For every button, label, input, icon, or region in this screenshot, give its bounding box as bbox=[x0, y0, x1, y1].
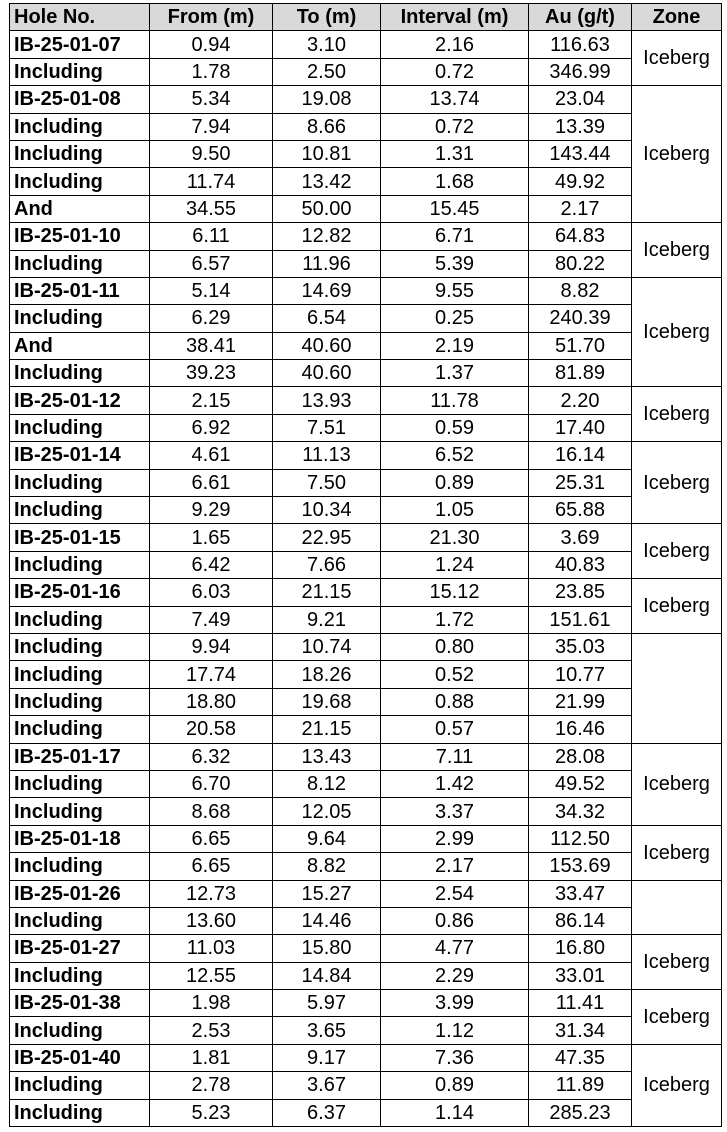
interval-cell: 0.88 bbox=[381, 688, 529, 715]
table-row bbox=[10, 770, 722, 797]
from-cell: 8.68 bbox=[150, 798, 273, 825]
table-row bbox=[10, 414, 722, 441]
interval-cell: 1.72 bbox=[381, 606, 529, 633]
hole-no-cell: IB-25-01-14 bbox=[10, 442, 150, 469]
hole-no-cell: Including bbox=[10, 661, 150, 688]
to-cell: 15.27 bbox=[273, 880, 381, 907]
from-cell: 1.78 bbox=[150, 58, 273, 85]
table-row bbox=[10, 798, 722, 825]
from-cell: 7.49 bbox=[150, 606, 273, 633]
from-cell: 7.94 bbox=[150, 113, 273, 140]
interval-cell: 1.14 bbox=[381, 1099, 529, 1126]
interval-cell: 7.36 bbox=[381, 1044, 529, 1071]
interval-cell: 2.17 bbox=[381, 853, 529, 880]
from-cell: 6.57 bbox=[150, 250, 273, 277]
table-row bbox=[10, 469, 722, 496]
au-cell: 33.47 bbox=[529, 880, 632, 907]
interval-cell: 1.68 bbox=[381, 168, 529, 195]
table-row bbox=[10, 168, 722, 195]
interval-cell: 15.12 bbox=[381, 579, 529, 606]
table-row bbox=[10, 497, 722, 524]
interval-cell: 3.37 bbox=[381, 798, 529, 825]
to-cell: 12.82 bbox=[273, 223, 381, 250]
table-row bbox=[10, 58, 722, 85]
to-cell: 10.74 bbox=[273, 633, 381, 660]
to-cell: 13.93 bbox=[273, 387, 381, 414]
hole-no-cell: Including bbox=[10, 305, 150, 332]
interval-cell: 1.24 bbox=[381, 551, 529, 578]
interval-cell: 0.89 bbox=[381, 1072, 529, 1099]
table-row bbox=[10, 935, 722, 962]
interval-cell: 0.80 bbox=[381, 633, 529, 660]
header-from: From (m) bbox=[150, 4, 273, 31]
header-interval: Interval (m) bbox=[381, 4, 529, 31]
au-cell: 151.61 bbox=[529, 606, 632, 633]
from-cell: 9.29 bbox=[150, 497, 273, 524]
interval-cell: 2.99 bbox=[381, 825, 529, 852]
to-cell: 21.15 bbox=[273, 716, 381, 743]
to-cell: 13.42 bbox=[273, 168, 381, 195]
hole-no-cell: IB-25-01-08 bbox=[10, 86, 150, 113]
from-cell: 18.80 bbox=[150, 688, 273, 715]
table-row bbox=[10, 825, 722, 852]
table-row bbox=[10, 907, 722, 934]
table-header bbox=[10, 4, 722, 31]
interval-cell: 15.45 bbox=[381, 195, 529, 222]
au-cell: 64.83 bbox=[529, 223, 632, 250]
from-cell: 6.61 bbox=[150, 469, 273, 496]
zone-cell: Iceberg bbox=[632, 1044, 722, 1126]
au-cell: 86.14 bbox=[529, 907, 632, 934]
from-cell: 5.34 bbox=[150, 86, 273, 113]
from-cell: 1.81 bbox=[150, 1044, 273, 1071]
hole-no-cell: Including bbox=[10, 716, 150, 743]
hole-no-cell: Including bbox=[10, 360, 150, 387]
au-cell: 23.85 bbox=[529, 579, 632, 606]
au-cell: 112.50 bbox=[529, 825, 632, 852]
to-cell: 6.54 bbox=[273, 305, 381, 332]
au-cell: 116.63 bbox=[529, 31, 632, 58]
table-row bbox=[10, 688, 722, 715]
interval-cell: 13.74 bbox=[381, 86, 529, 113]
hole-no-cell: IB-25-01-10 bbox=[10, 223, 150, 250]
interval-cell: 0.89 bbox=[381, 469, 529, 496]
zone-cell: Iceberg bbox=[632, 277, 722, 387]
hole-no-cell: Including bbox=[10, 250, 150, 277]
to-cell: 7.51 bbox=[273, 414, 381, 441]
header-to: To (m) bbox=[273, 4, 381, 31]
interval-cell: 0.52 bbox=[381, 661, 529, 688]
table-row bbox=[10, 332, 722, 359]
au-cell: 16.80 bbox=[529, 935, 632, 962]
interval-cell: 1.42 bbox=[381, 770, 529, 797]
zone-cell bbox=[632, 880, 722, 935]
au-cell: 33.01 bbox=[529, 962, 632, 989]
table-row bbox=[10, 1044, 722, 1071]
au-cell: 25.31 bbox=[529, 469, 632, 496]
interval-cell: 1.12 bbox=[381, 1017, 529, 1044]
hole-no-cell: Including bbox=[10, 551, 150, 578]
table-row bbox=[10, 387, 722, 414]
hole-no-cell: Including bbox=[10, 58, 150, 85]
au-cell: 28.08 bbox=[529, 743, 632, 770]
interval-cell: 0.72 bbox=[381, 113, 529, 140]
from-cell: 12.73 bbox=[150, 880, 273, 907]
interval-cell: 0.72 bbox=[381, 58, 529, 85]
to-cell: 11.13 bbox=[273, 442, 381, 469]
hole-no-cell: Including bbox=[10, 1072, 150, 1099]
zone-cell: Iceberg bbox=[632, 86, 722, 223]
to-cell: 19.08 bbox=[273, 86, 381, 113]
interval-cell: 1.31 bbox=[381, 140, 529, 167]
from-cell: 39.23 bbox=[150, 360, 273, 387]
to-cell: 3.10 bbox=[273, 31, 381, 58]
hole-no-cell: Including bbox=[10, 469, 150, 496]
table-row bbox=[10, 86, 722, 113]
zone-cell: Iceberg bbox=[632, 387, 722, 442]
hole-no-cell: IB-25-01-17 bbox=[10, 743, 150, 770]
interval-cell: 21.30 bbox=[381, 524, 529, 551]
au-cell: 23.04 bbox=[529, 86, 632, 113]
from-cell: 11.03 bbox=[150, 935, 273, 962]
zone-cell: Iceberg bbox=[632, 223, 722, 278]
hole-no-cell: And bbox=[10, 332, 150, 359]
to-cell: 2.50 bbox=[273, 58, 381, 85]
au-cell: 80.22 bbox=[529, 250, 632, 277]
hole-no-cell: And bbox=[10, 195, 150, 222]
interval-cell: 4.77 bbox=[381, 935, 529, 962]
interval-cell: 0.25 bbox=[381, 305, 529, 332]
to-cell: 7.50 bbox=[273, 469, 381, 496]
hole-no-cell: IB-25-01-40 bbox=[10, 1044, 150, 1071]
au-cell: 34.32 bbox=[529, 798, 632, 825]
interval-cell: 5.39 bbox=[381, 250, 529, 277]
au-cell: 47.35 bbox=[529, 1044, 632, 1071]
zone-cell bbox=[632, 633, 722, 743]
au-cell: 10.77 bbox=[529, 661, 632, 688]
table-row bbox=[10, 442, 722, 469]
header-row bbox=[10, 4, 722, 31]
interval-cell: 2.54 bbox=[381, 880, 529, 907]
to-cell: 9.64 bbox=[273, 825, 381, 852]
au-cell: 49.92 bbox=[529, 168, 632, 195]
zone-cell: Iceberg bbox=[632, 442, 722, 524]
from-cell: 9.94 bbox=[150, 633, 273, 660]
from-cell: 6.03 bbox=[150, 579, 273, 606]
au-cell: 49.52 bbox=[529, 770, 632, 797]
table-row bbox=[10, 250, 722, 277]
table-row bbox=[10, 853, 722, 880]
hole-no-cell: IB-25-01-11 bbox=[10, 277, 150, 304]
au-cell: 21.99 bbox=[529, 688, 632, 715]
zone-cell: Iceberg bbox=[632, 825, 722, 880]
from-cell: 6.32 bbox=[150, 743, 273, 770]
from-cell: 2.78 bbox=[150, 1072, 273, 1099]
from-cell: 38.41 bbox=[150, 332, 273, 359]
au-cell: 3.69 bbox=[529, 524, 632, 551]
table-row bbox=[10, 633, 722, 660]
au-cell: 40.83 bbox=[529, 551, 632, 578]
table-row bbox=[10, 524, 722, 551]
table-row bbox=[10, 579, 722, 606]
interval-cell: 0.86 bbox=[381, 907, 529, 934]
interval-cell: 3.99 bbox=[381, 990, 529, 1017]
to-cell: 14.46 bbox=[273, 907, 381, 934]
from-cell: 34.55 bbox=[150, 195, 273, 222]
from-cell: 9.50 bbox=[150, 140, 273, 167]
from-cell: 12.55 bbox=[150, 962, 273, 989]
table-row bbox=[10, 551, 722, 578]
hole-no-cell: Including bbox=[10, 606, 150, 633]
header-zone: Zone bbox=[632, 4, 722, 31]
from-cell: 0.94 bbox=[150, 31, 273, 58]
au-cell: 16.46 bbox=[529, 716, 632, 743]
table-row bbox=[10, 1017, 722, 1044]
to-cell: 8.82 bbox=[273, 853, 381, 880]
hole-no-cell: Including bbox=[10, 770, 150, 797]
to-cell: 14.84 bbox=[273, 962, 381, 989]
to-cell: 40.60 bbox=[273, 332, 381, 359]
from-cell: 2.15 bbox=[150, 387, 273, 414]
from-cell: 5.23 bbox=[150, 1099, 273, 1126]
hole-no-cell: Including bbox=[10, 140, 150, 167]
to-cell: 50.00 bbox=[273, 195, 381, 222]
to-cell: 12.05 bbox=[273, 798, 381, 825]
hole-no-cell: IB-25-01-16 bbox=[10, 579, 150, 606]
au-cell: 240.39 bbox=[529, 305, 632, 332]
table-row bbox=[10, 990, 722, 1017]
hole-no-cell: Including bbox=[10, 688, 150, 715]
interval-cell: 9.55 bbox=[381, 277, 529, 304]
to-cell: 5.97 bbox=[273, 990, 381, 1017]
hole-no-cell: IB-25-01-12 bbox=[10, 387, 150, 414]
au-cell: 2.17 bbox=[529, 195, 632, 222]
from-cell: 17.74 bbox=[150, 661, 273, 688]
hole-no-cell: IB-25-01-18 bbox=[10, 825, 150, 852]
hole-no-cell: Including bbox=[10, 962, 150, 989]
table-body bbox=[10, 31, 722, 1127]
au-cell: 143.44 bbox=[529, 140, 632, 167]
table-row bbox=[10, 661, 722, 688]
table-row bbox=[10, 360, 722, 387]
from-cell: 6.65 bbox=[150, 825, 273, 852]
to-cell: 18.26 bbox=[273, 661, 381, 688]
au-cell: 2.20 bbox=[529, 387, 632, 414]
from-cell: 1.65 bbox=[150, 524, 273, 551]
table-row bbox=[10, 1099, 722, 1126]
from-cell: 2.53 bbox=[150, 1017, 273, 1044]
from-cell: 6.42 bbox=[150, 551, 273, 578]
zone-cell: Iceberg bbox=[632, 524, 722, 579]
from-cell: 5.14 bbox=[150, 277, 273, 304]
interval-cell: 2.19 bbox=[381, 332, 529, 359]
table-row bbox=[10, 223, 722, 250]
to-cell: 9.21 bbox=[273, 606, 381, 633]
au-cell: 11.41 bbox=[529, 990, 632, 1017]
to-cell: 8.12 bbox=[273, 770, 381, 797]
au-cell: 13.39 bbox=[529, 113, 632, 140]
hole-no-cell: Including bbox=[10, 1099, 150, 1126]
table-row bbox=[10, 305, 722, 332]
au-cell: 51.70 bbox=[529, 332, 632, 359]
hole-no-cell: Including bbox=[10, 907, 150, 934]
hole-no-cell: IB-25-01-15 bbox=[10, 524, 150, 551]
from-cell: 6.70 bbox=[150, 770, 273, 797]
hole-no-cell: Including bbox=[10, 168, 150, 195]
hole-no-cell: Including bbox=[10, 798, 150, 825]
from-cell: 4.61 bbox=[150, 442, 273, 469]
zone-cell: Iceberg bbox=[632, 990, 722, 1045]
to-cell: 13.43 bbox=[273, 743, 381, 770]
from-cell: 6.65 bbox=[150, 853, 273, 880]
hole-no-cell: IB-25-01-27 bbox=[10, 935, 150, 962]
to-cell: 3.67 bbox=[273, 1072, 381, 1099]
au-cell: 346.99 bbox=[529, 58, 632, 85]
table-row bbox=[10, 880, 722, 907]
from-cell: 1.98 bbox=[150, 990, 273, 1017]
au-cell: 153.69 bbox=[529, 853, 632, 880]
table-row bbox=[10, 962, 722, 989]
interval-cell: 0.57 bbox=[381, 716, 529, 743]
hole-no-cell: Including bbox=[10, 113, 150, 140]
to-cell: 9.17 bbox=[273, 1044, 381, 1071]
to-cell: 11.96 bbox=[273, 250, 381, 277]
header-au: Au (g/t) bbox=[529, 4, 632, 31]
zone-cell: Iceberg bbox=[632, 31, 722, 86]
au-cell: 11.89 bbox=[529, 1072, 632, 1099]
to-cell: 14.69 bbox=[273, 277, 381, 304]
from-cell: 6.29 bbox=[150, 305, 273, 332]
interval-cell: 1.05 bbox=[381, 497, 529, 524]
au-cell: 8.82 bbox=[529, 277, 632, 304]
table-row bbox=[10, 31, 722, 58]
table-row bbox=[10, 743, 722, 770]
hole-no-cell: Including bbox=[10, 414, 150, 441]
from-cell: 13.60 bbox=[150, 907, 273, 934]
to-cell: 6.37 bbox=[273, 1099, 381, 1126]
to-cell: 21.15 bbox=[273, 579, 381, 606]
interval-cell: 0.59 bbox=[381, 414, 529, 441]
hole-no-cell: Including bbox=[10, 497, 150, 524]
table-row bbox=[10, 606, 722, 633]
au-cell: 31.34 bbox=[529, 1017, 632, 1044]
hole-no-cell: Including bbox=[10, 633, 150, 660]
zone-cell: Iceberg bbox=[632, 743, 722, 825]
interval-cell: 2.29 bbox=[381, 962, 529, 989]
to-cell: 3.65 bbox=[273, 1017, 381, 1044]
interval-cell: 6.52 bbox=[381, 442, 529, 469]
hole-no-cell: IB-25-01-26 bbox=[10, 880, 150, 907]
interval-cell: 1.37 bbox=[381, 360, 529, 387]
au-cell: 17.40 bbox=[529, 414, 632, 441]
interval-cell: 2.16 bbox=[381, 31, 529, 58]
to-cell: 7.66 bbox=[273, 551, 381, 578]
to-cell: 15.80 bbox=[273, 935, 381, 962]
interval-cell: 7.11 bbox=[381, 743, 529, 770]
from-cell: 20.58 bbox=[150, 716, 273, 743]
to-cell: 19.68 bbox=[273, 688, 381, 715]
au-cell: 285.23 bbox=[529, 1099, 632, 1126]
zone-cell: Iceberg bbox=[632, 935, 722, 990]
table-row bbox=[10, 277, 722, 304]
to-cell: 22.95 bbox=[273, 524, 381, 551]
zone-cell: Iceberg bbox=[632, 579, 722, 634]
table-row bbox=[10, 113, 722, 140]
drill-results-table bbox=[9, 3, 722, 1127]
interval-cell: 6.71 bbox=[381, 223, 529, 250]
from-cell: 11.74 bbox=[150, 168, 273, 195]
interval-cell: 11.78 bbox=[381, 387, 529, 414]
au-cell: 16.14 bbox=[529, 442, 632, 469]
table-row bbox=[10, 195, 722, 222]
hole-no-cell: IB-25-01-38 bbox=[10, 990, 150, 1017]
table-row bbox=[10, 140, 722, 167]
to-cell: 8.66 bbox=[273, 113, 381, 140]
header-hole-no: Hole No. bbox=[10, 4, 150, 31]
hole-no-cell: Including bbox=[10, 1017, 150, 1044]
hole-no-cell: IB-25-01-07 bbox=[10, 31, 150, 58]
au-cell: 81.89 bbox=[529, 360, 632, 387]
table-row bbox=[10, 1072, 722, 1099]
hole-no-cell: Including bbox=[10, 853, 150, 880]
to-cell: 10.34 bbox=[273, 497, 381, 524]
au-cell: 65.88 bbox=[529, 497, 632, 524]
to-cell: 10.81 bbox=[273, 140, 381, 167]
from-cell: 6.11 bbox=[150, 223, 273, 250]
table-row bbox=[10, 716, 722, 743]
from-cell: 6.92 bbox=[150, 414, 273, 441]
to-cell: 40.60 bbox=[273, 360, 381, 387]
au-cell: 35.03 bbox=[529, 633, 632, 660]
